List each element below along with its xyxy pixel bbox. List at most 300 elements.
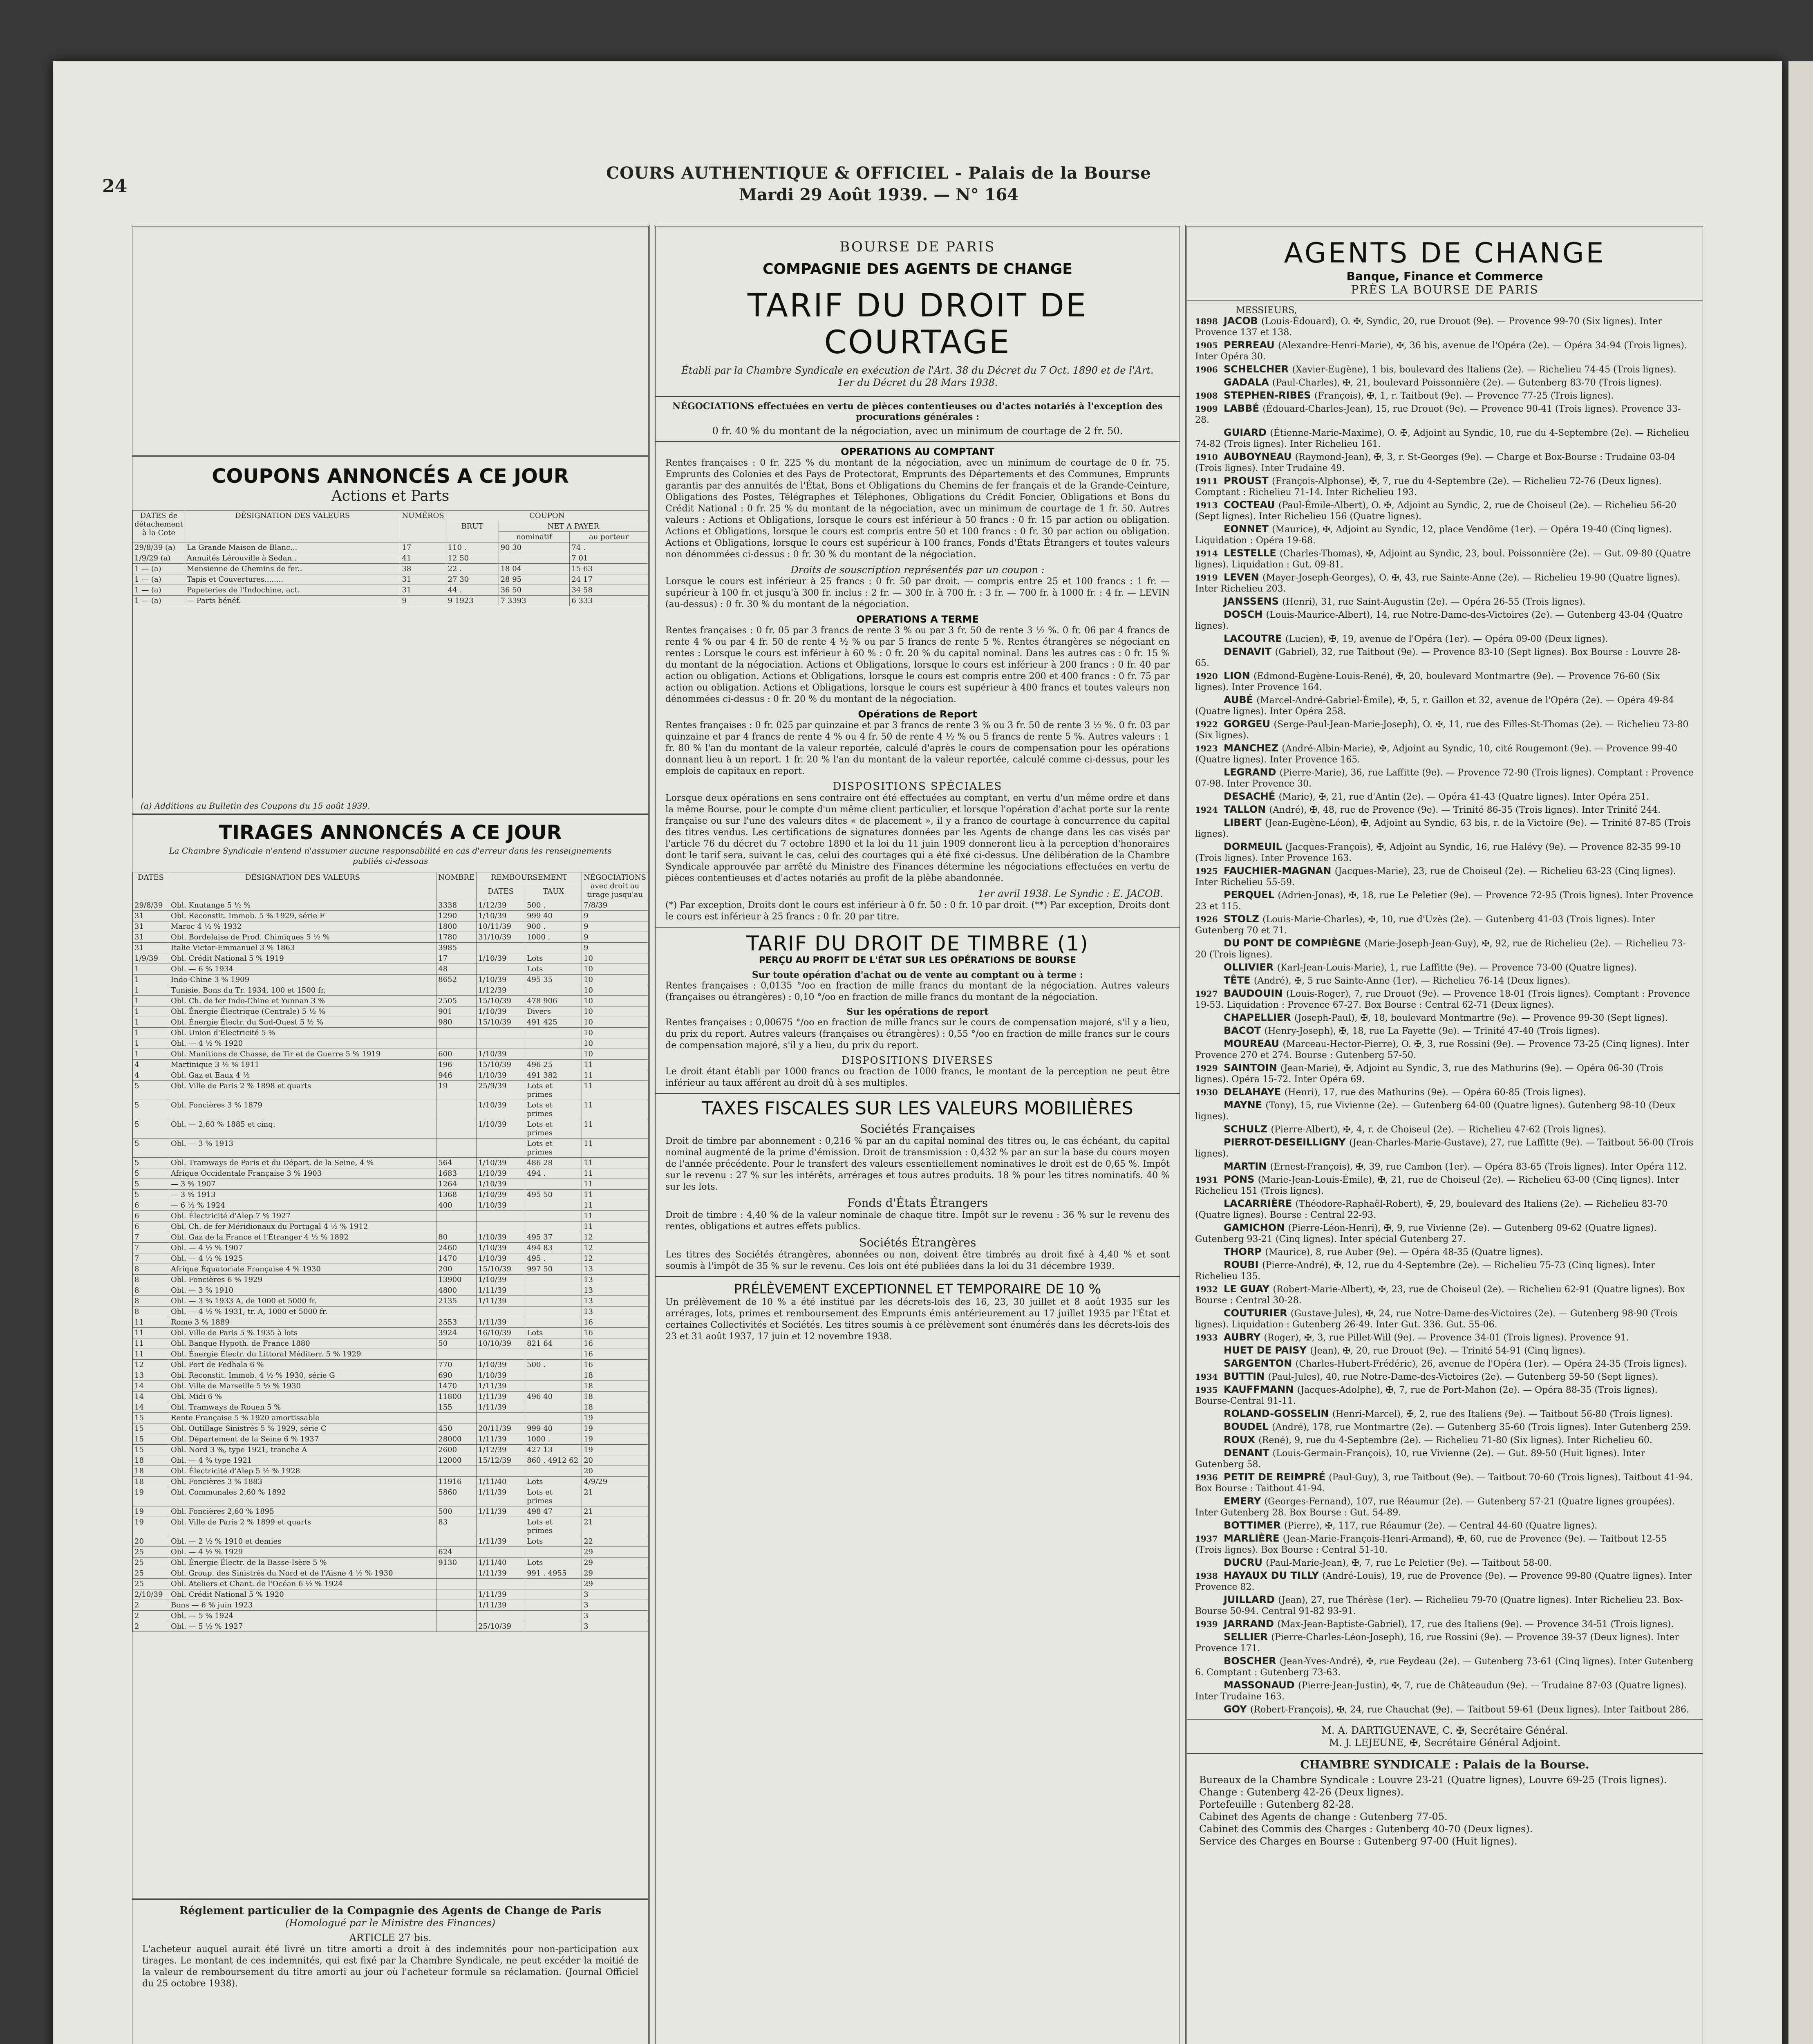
table-cell: 12 — [582, 1243, 648, 1253]
table-cell: 21 — [582, 1487, 648, 1506]
timbre-head3: DISPOSITIONS DIVERSES — [842, 1055, 994, 1066]
table-cell: Lots — [525, 1328, 582, 1338]
table-cell — [525, 1611, 582, 1621]
table-cell: 11 — [582, 1168, 648, 1179]
agent-detail: (Robert-François), ✠, 24, rue Chauchat (9e). — Taitbout 59-61 (Deux lignes). Inter Taitbout 286. — [1250, 1705, 1690, 1715]
agent-name: GADALA — [1224, 377, 1272, 388]
agent-detail: (Roger), ✠, 3, rue Pillet-Will (9e). — Provence 34-01 (Trois lignes). Provence 91. — [1264, 1333, 1629, 1343]
agent-name: ROLAND-GOSSELIN — [1224, 1408, 1332, 1419]
table-cell: 4800 — [436, 1285, 477, 1296]
table-cell — [477, 1139, 525, 1158]
agent-entry — [1195, 316, 1694, 338]
table-cell: 9 — [400, 596, 446, 606]
table-cell: Obl. — 4 ½ % 1907 — [169, 1243, 436, 1253]
table-cell: 10/10/39 — [477, 1338, 525, 1349]
agent-year: 1937 — [1195, 1534, 1218, 1544]
table-cell — [525, 1381, 582, 1392]
agent-name: DENAVIT — [1224, 646, 1275, 657]
agent-detail: (Théodore-Raphaël-Robert), ✠, 29, boulevard des Italiens (2e). — Richelieu 83-70 (Quatre lignes). Bourse : Central 22-93. — [1195, 1199, 1668, 1220]
agent-entry — [1195, 1434, 1694, 1446]
table-row — [133, 1402, 648, 1413]
agent-name: JACOB — [1224, 315, 1262, 327]
table-cell: 564 — [436, 1158, 477, 1168]
table-cell: Obl. Crédit National 5 % 1920 — [169, 1589, 436, 1600]
table-cell: 1 — [133, 1006, 169, 1017]
table-cell: 20 — [133, 1536, 169, 1547]
agent-entry — [1195, 390, 1694, 401]
table-cell: 901 — [436, 1006, 477, 1017]
table-cell: 1/11/39 — [477, 1285, 525, 1296]
table-cell: 28000 — [436, 1434, 477, 1445]
chambre-lines — [1199, 1774, 1690, 1847]
agent-entry — [1195, 1448, 1694, 1470]
table-cell: Lots et primes — [525, 1081, 582, 1100]
table-cell: 110 . — [446, 542, 499, 553]
agent-detail: (Louis-Marie-Charles), ✠, 10, rue d'Uzès (2e). — Gutenberg 41-03 (Trois lignes). Inter Gutenberg 70 et 71. — [1195, 914, 1655, 936]
table-row — [133, 1119, 648, 1139]
table-cell: Obl. Port de Fedhala 6 % — [169, 1360, 436, 1370]
agent-entry — [1195, 1680, 1694, 1702]
agent-entry — [1195, 1594, 1694, 1617]
table-cell: Lots — [525, 1536, 582, 1547]
coupons-col-designation: DÉSIGNATION DES VALEURS — [185, 511, 400, 542]
table-cell: 13 — [582, 1264, 648, 1275]
table-cell — [477, 1349, 525, 1360]
table-cell: 7 — [133, 1253, 169, 1264]
table-cell: 3338 — [436, 900, 477, 911]
table-row — [133, 1221, 648, 1232]
agent-name: KAUFFMANN — [1224, 1384, 1297, 1395]
table-row — [133, 975, 648, 985]
table-row — [133, 1423, 648, 1434]
agent-year: 1925 — [1195, 866, 1218, 876]
tirages-subtitle: La Chambre Syndicale n'entend n'assumer aucune responsabilité en cas d'erreur dans les renseignements publiés ci-dessous — [169, 846, 612, 866]
courtage-terme-text: Rentes françaises : 0 fr. 05 par 3 francs de rente 3 % ou par 3 fr. 50 de rente 3 ½ %. 0 fr. 06 par 4 francs de rente 4 % ou par 4 fr. 50 de rente 4 ½ % ou par 5 francs de rente 5 %. Rentes étrangères se négociant en rentes : Lorsque le cours est inférieur à 60 % : 0 fr. 20 % du capital nominal. Dans les autres cas : 0 fr. 15 % du montant de la négociation. Actions et Obligations, lorsque le cours est inférieur à 200 francs : 0 fr. 40 par action ou obligation. Actions et Obligations, lorsque le cours est compris entre 200 et 400 francs : 0 fr. 75 par action ou obligation. Actions et Obligations, lorsque le cours est supérieur à 400 francs et toutes valeurs non dénommées ci-dessus : 0 fr. 20 % du montant de la négociation. — [665, 625, 1170, 704]
agent-detail: (Pierre-André), ✠, 12, rue du 4-Septembre (2e). — Richelieu 75-73 (Cinq lignes). Inter Richelieu 135. — [1195, 1260, 1655, 1282]
table-cell: 16 — [582, 1317, 648, 1328]
table-cell — [436, 1038, 477, 1049]
agent-year: 1924 — [1195, 805, 1218, 815]
table-cell: 31/10/39 — [477, 932, 525, 943]
coupons-title: COUPONS ANNONCÉS A CE JOUR — [212, 465, 569, 488]
page-number: 24 — [102, 176, 128, 197]
table-cell: Martinique 3 ½ % 1911 — [169, 1060, 436, 1070]
table-cell: 11 — [582, 1190, 648, 1200]
agent-detail: (Paul-Charles), ✠, 21, boulevard Poissonnière (2e). — Gutenberg 83-70 (Trois lignes). — [1272, 378, 1662, 388]
agent-detail: (Paul-Guy), 3, rue Taitbout (9e). — Taitbout 70-60 (Trois lignes). Taitbout 41-94. Box Bourse : Taitbout 41-94. — [1195, 1472, 1693, 1494]
table-cell: 19 — [582, 1445, 648, 1455]
table-cell — [436, 1589, 477, 1600]
agent-detail: (Paul-Jules), 40, rue Notre-Dame-des-Victoires (2e). — Gutenberg 59-50 (Sept lignes). — [1268, 1372, 1659, 1382]
table-cell: 1/11/39 — [477, 1434, 525, 1445]
table-cell: Obl. Tramways de Paris et du Départ. de la Seine, 4 % — [169, 1158, 436, 1168]
table-cell: 1 — [133, 964, 169, 975]
table-row — [133, 1200, 648, 1211]
table-cell — [436, 1466, 477, 1477]
table-cell: Obl. Ville de Paris 5 % 1935 à lots — [169, 1328, 436, 1338]
table-cell: 15/10/39 — [477, 1017, 525, 1028]
agent-name: MANCHEZ — [1224, 742, 1282, 754]
table-cell: 18 — [133, 1466, 169, 1477]
agent-detail: (Gustave-Jules), ✠, 24, rue Notre-Dame-des-Victoires (2e). — Gutenberg 98-90 (Trois lignes). Liquidation : Gutenberg 26-49. Inter Gut. 336. Gut. 55-06. — [1195, 1309, 1678, 1330]
agent-name: THORP — [1224, 1246, 1265, 1257]
table-cell: 11 — [582, 1221, 648, 1232]
agent-detail: (Karl-Jean-Louis-Marie), 1, rue Laffitte (9e). — Provence 73-00 (Quatre lignes). — [1277, 963, 1637, 973]
agent-entry — [1195, 1038, 1694, 1061]
table-cell: 11 — [582, 1081, 648, 1100]
table-cell: Obl. — 3 % 1910 — [169, 1285, 436, 1296]
table-cell: 1/11/39 — [477, 1381, 525, 1392]
table-cell: 498 47 — [525, 1506, 582, 1517]
agent-detail: (Jean-Eugène-Léon), ✠, Adjoint au Syndic, 63 bis, r. de la Victoire (9e). — Trinité 87-85 (Trois lignes). — [1195, 818, 1691, 839]
agent-entry — [1195, 1520, 1694, 1531]
agent-year: 1938 — [1195, 1571, 1218, 1581]
agent-name: LACARRIÈRE — [1224, 1198, 1296, 1209]
agent-year: 1927 — [1195, 989, 1218, 999]
table-cell: 10 — [582, 975, 648, 985]
agent-detail: (André), ✠, 5 rue Sainte-Anne (1er). — Richelieu 76-14 (Deux lignes). — [1253, 976, 1571, 986]
table-cell: Obl. Foncières 3 % 1879 — [169, 1100, 436, 1119]
agent-detail: (Louis-Édouard), O. ✠, Syndic, 20, rue Drouot (9e). — Provence 99-70 (Six lignes). Inter Provence 137 et 138. — [1195, 316, 1662, 338]
courtage-dispositions-text: Lorsque deux opérations en sens contraire ont été effectuées au comptant, en vertu d'un même ordre et dans la même Bourse, pour le compte d'un même client particulier, et lorsque l'opération d'achat porte sur la rente française ou sur l'une des valeurs dites « de placement », il y a franco de courtage à concurrence du capital des titres vendus. Les certifications de signatures données par les Agents de change dans les cas visés par l'article 76 du décret du 7 octobre 1890 et la loi du 11 juin 1909 donneront lieu à la perception d'honoraires dont le tarif sera, suivant le cas, celui des courtages qui a été fixé ci-dessus. Une délibération de la Chambre Syndicale approuvée par arrêté du Ministre des Finances détermine les négociations effectuées en vertu de pièces contentieuses et d'actes notariés au profit de la plèbe abandonnée. — [665, 793, 1170, 883]
agents-subtitle2: PRÈS LA BOURSE DE PARIS — [1351, 283, 1539, 296]
agent-detail: (Marie-Joseph-Jean-Guy), ✠, 92, rue de Richelieu (2e). — Richelieu 73-20 (Trois lignes). — [1195, 939, 1686, 960]
table-cell: 4 — [133, 1060, 169, 1070]
table-cell: Obl. Munitions de Chasse, de Tir et de Guerre 5 % 1919 — [169, 1049, 436, 1060]
table-cell: 5 — [133, 1139, 169, 1158]
agent-detail: (Maurice), ✠, Adjoint au Syndic, 12, place Vendôme (1er). — Opéra 19-40 (Cinq lignes). Liquidation : Opéra 19-68. — [1195, 524, 1672, 546]
agent-name: PIERROT-DESEILLIGNY — [1224, 1136, 1350, 1148]
agent-entry — [1195, 572, 1694, 594]
table-cell: 1264 — [436, 1179, 477, 1190]
table-cell: Obl. — 4 ½ % 1925 — [169, 1253, 436, 1264]
table-cell: Obl. — 4 ½ % 1920 — [169, 1038, 436, 1049]
table-cell — [525, 1413, 582, 1423]
chambre-line: Cabinet des Commis des Charges : Gutenberg 40-70 (Deux lignes). — [1199, 1823, 1533, 1835]
table-row — [133, 1081, 648, 1100]
table-cell: 11 — [582, 1119, 648, 1139]
table-cell — [525, 1370, 582, 1381]
table-row — [133, 542, 648, 553]
table-cell: 20 — [582, 1466, 648, 1477]
agent-entry — [1195, 633, 1694, 645]
table-cell: Obl. Ville de Paris 2 % 1899 et quarts — [169, 1517, 436, 1536]
table-row — [133, 1168, 648, 1179]
table-cell: 9130 — [436, 1558, 477, 1568]
table-row — [133, 1487, 648, 1506]
table-cell: Mensienne de Chemins de fer.. — [185, 564, 400, 574]
agent-detail: (Robert-Marie-Albert), ✠, 23, rue de Choiseul (2e). — Richelieu 62-91 (Quatre lignes). Box Bourse : Central 30-28. — [1195, 1284, 1685, 1306]
table-cell: 12 — [133, 1360, 169, 1370]
tirages-col-designation: DÉSIGNATION DES VALEURS — [169, 872, 436, 900]
table-cell: 15 — [133, 1445, 169, 1455]
table-cell: Rente Française 5 % 1920 amortissable — [169, 1413, 436, 1423]
table-cell: 36 50 — [499, 585, 570, 596]
table-cell: 18 — [133, 1455, 169, 1466]
table-row — [133, 585, 648, 596]
table-cell — [436, 985, 477, 996]
courtage-report-text: Rentes françaises : 0 fr. 025 par quinzaine et par 3 francs de rente 3 % ou 3 fr. 50 de rente 3 ½ %. 0 fr. 03 par quinzaine et par 4 francs de rente 4 % ou 4 fr. 50 de rente 4 ½ % ou 5 francs de rente 5 %. Autres valeurs : 1 fr. 80 % l'an du montant de la valeur reportée, calculé d'après le cours de compensation pour les opérations donnant lieu à un report. 1 fr. 20 % l'an du montant de la valeur reportée, calculé comme ci-dessus, pour les emplois de capitaux en report. — [665, 720, 1170, 776]
table-cell: 3 — [582, 1621, 648, 1632]
table-cell: 10 — [582, 1006, 648, 1017]
table-cell: 80 — [436, 1232, 477, 1243]
courtage-neg-text: 0 fr. 40 % du montant de la négociation, avec un minimum de courtage de 2 fr. 50. — [712, 425, 1123, 437]
table-row — [133, 1006, 648, 1017]
agent-name: DENANT — [1224, 1447, 1273, 1459]
table-cell: Lots et primes — [525, 1517, 582, 1536]
table-cell: 11 — [133, 1317, 169, 1328]
table-cell: — Parts bénéf. — [185, 596, 400, 606]
agent-name: BAUDOUIN — [1224, 988, 1286, 999]
table-cell: Obl. — 6 % 1934 — [169, 964, 436, 975]
table-row — [133, 1243, 648, 1253]
table-cell: 9 — [582, 932, 648, 943]
agent-name: LIBERT — [1224, 817, 1265, 828]
table-cell: 1/10/39 — [477, 1243, 525, 1253]
agent-detail: (André-Albin-Marie), ✠, Adjoint au Syndic, 10, cité Rougemont (9e). — Provence 99-40 (Quatre lignes). Inter Provence 165. — [1195, 744, 1677, 765]
header-date: Mardi 29 Août 1939. — N° 164 — [739, 185, 1019, 204]
table-cell: Divers — [525, 1006, 582, 1017]
table-cell — [477, 1579, 525, 1589]
table-cell: 22 — [582, 1536, 648, 1547]
table-cell — [525, 1621, 582, 1632]
table-cell: 491 382 — [525, 1070, 582, 1081]
table-cell — [525, 1466, 582, 1477]
table-cell: Obl. Reconstit. Immob. 5 % 1929, série F — [169, 911, 436, 921]
page-edge — [1788, 61, 1813, 2044]
table-cell: Obl. Gaz et Eaux 4 ½ — [169, 1070, 436, 1081]
table-cell: 860 . 4912 62 — [525, 1455, 582, 1466]
table-cell: 2 — [133, 1600, 169, 1611]
table-cell — [525, 1038, 582, 1049]
agent-entry — [1195, 1308, 1694, 1330]
table-cell: 5 — [133, 1190, 169, 1200]
table-row — [133, 1028, 648, 1038]
agent-year: 1922 — [1195, 719, 1218, 729]
table-cell — [477, 1038, 525, 1049]
table-cell — [525, 1579, 582, 1589]
table-cell: Lots — [525, 953, 582, 964]
agent-name: GAMICHON — [1224, 1222, 1288, 1233]
table-cell: 1/12/39 — [477, 985, 525, 996]
agent-entry — [1195, 427, 1694, 450]
timbre-text3: Le droit étant établi par 1000 francs ou fraction de 1000 francs, le montant de la perception ne peut être inférieur au taux afférent au droit dû à ses multiples. — [665, 1067, 1170, 1088]
tirages-col-rdates: DATES — [477, 886, 525, 900]
agent-year: 1905 — [1195, 341, 1218, 350]
agent-entry — [1195, 1656, 1694, 1678]
table-cell: 25 — [133, 1558, 169, 1568]
table-cell — [477, 1547, 525, 1558]
agent-name: JARRAND — [1224, 1618, 1278, 1629]
agent-name: DOSCH — [1224, 609, 1266, 620]
table-cell: Obl. — 4 ½ % 1929 — [169, 1547, 436, 1558]
agent-entry — [1195, 596, 1694, 607]
agent-year: 1936 — [1195, 1472, 1218, 1482]
agent-entry — [1195, 524, 1694, 546]
table-row — [133, 1621, 648, 1632]
table-cell: 13 — [582, 1296, 648, 1307]
table-row — [133, 1049, 648, 1060]
coupons-body — [133, 542, 648, 606]
right-column — [1185, 225, 1704, 2044]
agent-year: 1923 — [1195, 744, 1218, 753]
table-cell — [477, 1028, 525, 1038]
table-row — [133, 1139, 648, 1158]
table-cell — [525, 1049, 582, 1060]
table-cell: 16 — [582, 1338, 648, 1349]
table-cell: Bons — 6 % juin 1923 — [169, 1600, 436, 1611]
table-cell: 400 — [436, 1200, 477, 1211]
agent-detail: (Jean-Marie-François-Henri-Armand), ✠, 60, rue de Provence (9e). — Taitbout 12-55 (Trois lignes). Box Bourse : Central 51-10. — [1195, 1534, 1667, 1555]
agent-year: 1939 — [1195, 1619, 1218, 1629]
table-cell: Annuités Lérouville à Sedan.. — [185, 553, 400, 564]
table-cell — [436, 1611, 477, 1621]
agent-detail: (Louis-Germain-François), 10, rue Vivienne (2e). — Gut. 89-50 (Huit lignes). Inter Gutenberg 58. — [1195, 1448, 1645, 1470]
table-cell — [525, 1547, 582, 1558]
taxes-t2: Droit de timbre : 4,40 % de la valeur nominale de chaque titre. Impôt sur le revenu : 36 % sur le revenu des rentes, obligations et autres effets publics. — [665, 1210, 1170, 1232]
table-cell: 19 — [582, 1434, 648, 1445]
table-cell: 7 — [133, 1232, 169, 1243]
courtage-dispositions-title: DISPOSITIONS SPÉCIALES — [833, 780, 1003, 793]
table-row — [133, 1296, 648, 1307]
table-cell: Obl. Ateliers et Chant. de l'Océan 6 ½ % 1924 — [169, 1579, 436, 1589]
table-cell: — 6 ½ % 1924 — [169, 1200, 436, 1211]
table-cell: 1000 . — [525, 1434, 582, 1445]
table-cell: 2 — [133, 1611, 169, 1621]
table-cell: 50 — [436, 1338, 477, 1349]
table-cell: 22 . — [446, 564, 499, 574]
table-cell: 997 50 — [525, 1264, 582, 1275]
table-cell: 25/9/39 — [477, 1081, 525, 1100]
table-row — [133, 1381, 648, 1392]
coupons-col-net: NET A PAYER — [499, 521, 648, 532]
table-cell: 7 01 — [570, 553, 648, 564]
tirages-col-negociations: NÉGOCIATIONS avec droit au tirage jusqu'au — [582, 872, 648, 900]
table-cell: 28 95 — [499, 574, 570, 585]
courtage-intro: Établi par la Chambre Syndicale en exécution de l'Art. 38 du Décret du 7 Oct. 1890 et de l'Art. 1er du Décret du 28 Mars 1938. — [681, 365, 1154, 388]
agents-secretaire1: M. A. DARTIGUENAVE, C. ✠, Secrétaire Général. — [1321, 1725, 1568, 1736]
agent-detail: (Joseph-Paul), ✠, 18, boulevard Montmartre (9e). — Provence 99-30 (Sept lignes). — [1294, 1013, 1668, 1023]
agent-entry — [1195, 1704, 1694, 1715]
table-cell: 427 13 — [525, 1445, 582, 1455]
agent-entry — [1195, 1025, 1694, 1037]
agent-name: HUET DE PAISY — [1224, 1345, 1310, 1356]
table-cell — [436, 1211, 477, 1221]
table-cell: 48 — [436, 964, 477, 975]
table-row — [133, 1307, 648, 1317]
table-cell: 18 — [582, 1370, 648, 1381]
table-row — [133, 1360, 648, 1370]
table-cell: 2460 — [436, 1243, 477, 1253]
agent-name: MASSONAUD — [1224, 1679, 1298, 1691]
agent-entry — [1195, 364, 1694, 375]
table-cell: 19 — [582, 1413, 648, 1423]
agent-detail: (Édouard-Charles-Jean), 15, rue Drouot (9e). — Provence 90-41 (Trois lignes). Provence 33-28. — [1195, 404, 1681, 425]
table-cell: Obl. — 2 ½ % 1910 et demies — [169, 1536, 436, 1547]
table-cell: 6 — [133, 1211, 169, 1221]
agent-name: DU PONT DE COMPIÈGNE — [1224, 937, 1365, 949]
table-cell — [525, 985, 582, 996]
table-cell: Afrique Occidentale Française 3 % 1903 — [169, 1168, 436, 1179]
table-cell: Obl. Énergie Électrique (Centrale) 5 ½ % — [169, 1006, 436, 1017]
table-cell: 31 — [400, 585, 446, 596]
table-cell: 1 — [133, 1017, 169, 1028]
table-cell: 1/11/39 — [477, 1317, 525, 1328]
table-cell — [525, 1211, 582, 1221]
table-cell: 10 — [582, 1049, 648, 1060]
table-cell: 21 — [582, 1506, 648, 1517]
table-cell — [477, 943, 525, 953]
agent-detail: (Marceau-Hector-Pierre), O. ✠, 3, rue Rossini (9e). — Provence 73-25 (Cinq lignes). Inter Provence 270 et 274. Bourse : Gutenberg 57-50. — [1195, 1039, 1689, 1060]
agent-name: ROUBI — [1224, 1259, 1262, 1271]
table-cell: 8 — [133, 1296, 169, 1307]
agent-detail: (Charles-Hubert-Frédéric), 26, avenue de l'Opéra (1er). — Opéra 24-35 (Trois lignes). — [1295, 1359, 1687, 1369]
table-cell: 1/11/40 — [477, 1477, 525, 1487]
table-cell: Obl. Énergie Électr. de la Basse-Isère 5 % — [169, 1558, 436, 1568]
agent-detail: (André-Louis), 19, rue de Provence (9e). — Provence 99-80 (Quatre lignes). Inter Provence 82. — [1195, 1571, 1692, 1592]
table-cell: 29 — [582, 1547, 648, 1558]
reglement-section — [132, 1898, 648, 1993]
agent-detail: (Marie), ✠, 21, rue d'Antin (2e). — Opéra 41-43 (Quatre lignes). Inter Opéra 251. — [1278, 792, 1650, 802]
table-row — [133, 553, 648, 564]
table-cell: 11 — [582, 1139, 648, 1158]
table-cell: Obl. — 3 % 1913 — [169, 1139, 436, 1158]
tirages-col-remboursement: REMBOURSEMENT — [477, 872, 582, 886]
table-cell — [525, 1221, 582, 1232]
table-row — [133, 1517, 648, 1536]
agent-entry — [1195, 975, 1694, 986]
agent-name: COCTEAU — [1224, 499, 1279, 511]
table-cell: 1/9/39 — [133, 953, 169, 964]
table-cell: 11 — [582, 1200, 648, 1211]
agent-entry — [1195, 475, 1694, 498]
agent-year: 1914 — [1195, 549, 1218, 558]
chambre-line: Service des Charges en Bourse : Gutenberg 97-00 (Huit lignes). — [1199, 1836, 1518, 1847]
table-cell: Obl. Gaz de la France et l'Étranger 4 ½ % 1892 — [169, 1232, 436, 1243]
table-cell: 495 . — [525, 1253, 582, 1264]
table-cell: 5 — [133, 1158, 169, 1168]
table-cell: 1/10/39 — [477, 1049, 525, 1060]
table-cell: 3924 — [436, 1328, 477, 1338]
agents-title: AGENTS DE CHANGE — [1284, 237, 1606, 269]
table-cell: 12 — [582, 1253, 648, 1264]
coupons-col-coupon: COUPON — [446, 511, 648, 521]
table-cell: 1/11/39 — [477, 1589, 525, 1600]
table-cell — [477, 1611, 525, 1621]
table-cell: Obl. Énergie Électr. du Sud-Ouest 5 ½ % — [169, 1017, 436, 1028]
agent-detail: (Adrien-Jonas), ✠, 18, rue Le Peletier (9e). — Provence 72-95 (Trois lignes). Inter Provence 23 et 115. — [1195, 890, 1693, 912]
agent-detail: (Max-Jean-Baptiste-Gabriel), 17, rue des Italiens (9e). — Provence 34-51 (Trois lignes). — [1277, 1619, 1674, 1629]
table-row — [133, 985, 648, 996]
agent-entry — [1195, 646, 1694, 669]
agent-entry — [1195, 817, 1694, 840]
agent-detail: (Pierre-Léon-Henri), ✠, 9, rue Vivienne (2e). — Gutenberg 09-62 (Quatre lignes). Gutenberg 93-21 (Cinq lignes). Inter spécial Gutenberg 27. — [1195, 1223, 1657, 1244]
tirages-table — [132, 872, 648, 1632]
table-cell: 5860 — [436, 1487, 477, 1506]
table-cell: 1683 — [436, 1168, 477, 1179]
table-cell: Italie Victor-Emmanuel 3 % 1863 — [169, 943, 436, 953]
agent-year: 1931 — [1195, 1175, 1218, 1185]
agent-entry — [1195, 914, 1694, 936]
table-cell: 1 — [133, 1028, 169, 1038]
table-cell — [525, 1317, 582, 1328]
agent-year: 1929 — [1195, 1063, 1218, 1073]
table-cell: 1/10/39 — [477, 1232, 525, 1243]
table-cell: 1/10/39 — [477, 953, 525, 964]
table-cell: 19 — [133, 1517, 169, 1536]
table-cell: 196 — [436, 1060, 477, 1070]
table-row — [133, 1179, 648, 1190]
